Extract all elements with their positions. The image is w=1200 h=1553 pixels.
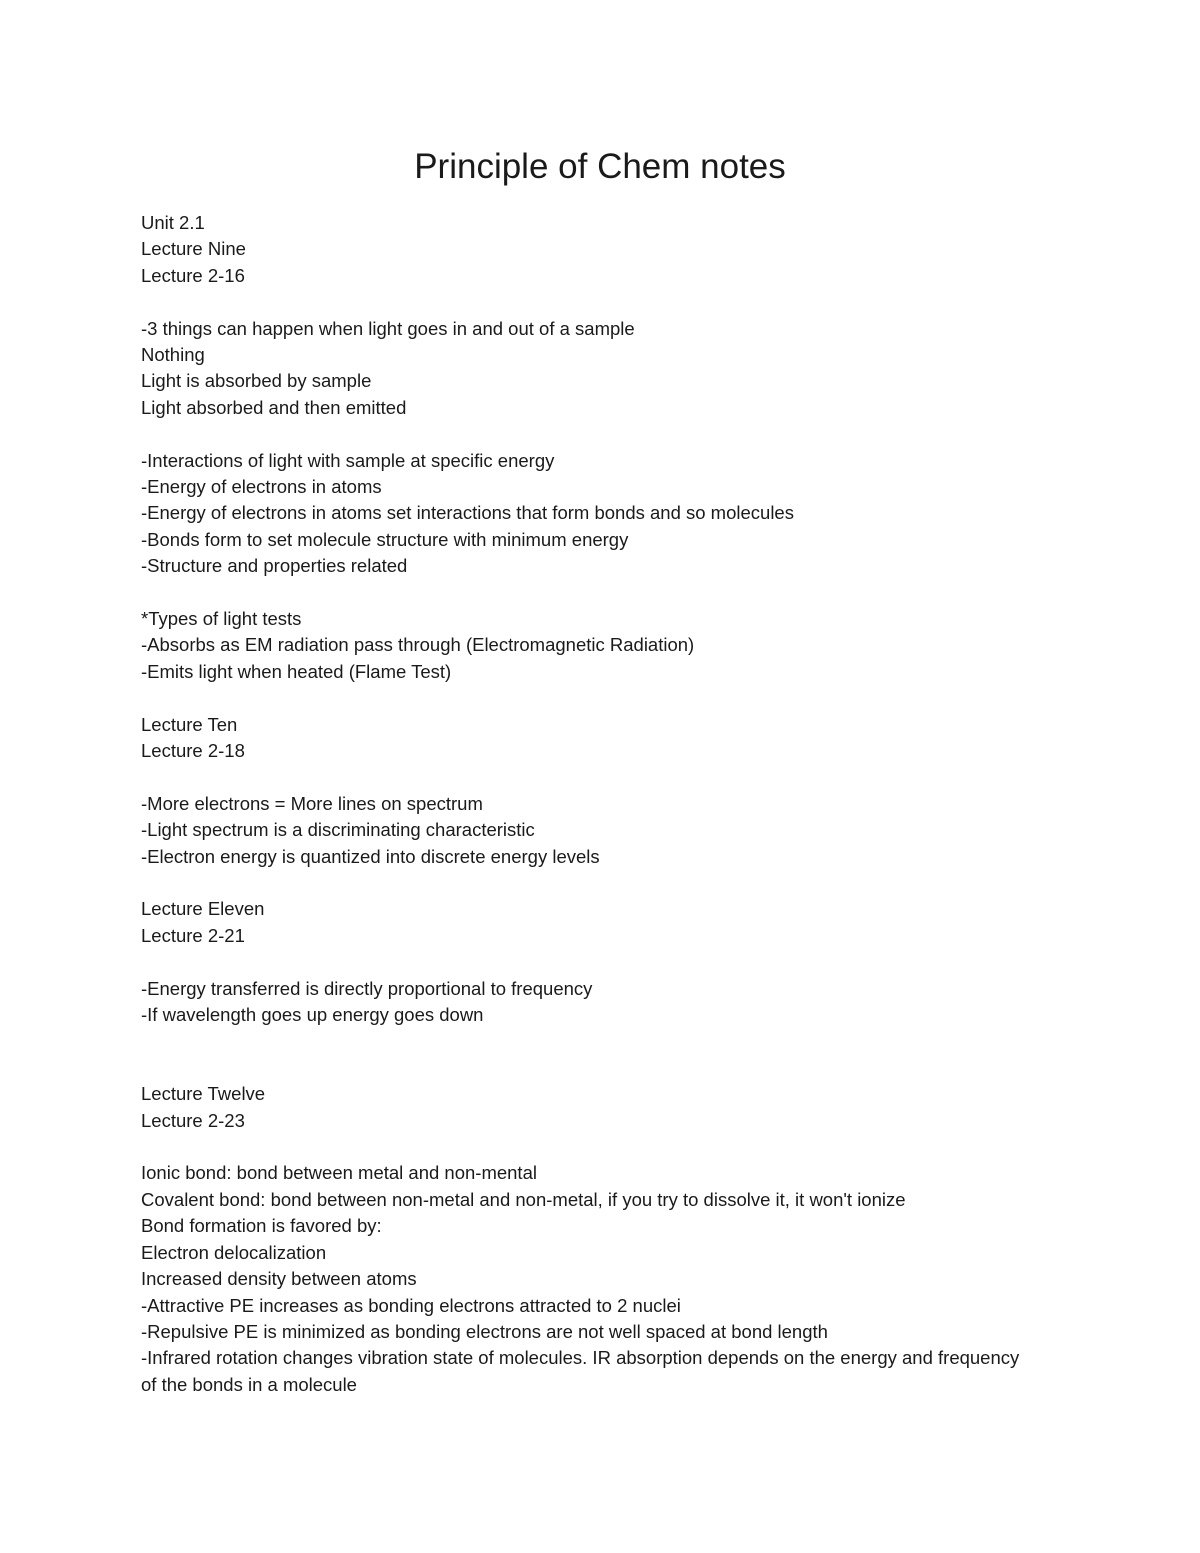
spacer [141,580,1021,606]
note-line: -More electrons = More lines on spectrum [141,792,483,814]
note-line: Light absorbed and then emitted [141,396,407,418]
lecture-date: Lecture 2-18 [141,740,245,762]
spacer [141,870,1021,896]
note-line: -If wavelength goes up energy goes down [141,1004,484,1026]
note-line: Bond formation is favored by: [141,1215,382,1237]
lecture-name: Lecture Ten [141,713,238,735]
note-line: -Bonds form to set molecule structure with minimum energy [141,528,629,550]
spacer [141,1028,1021,1081]
spacer [141,289,1021,315]
note-line: Increased density between atoms [141,1268,417,1290]
note-line: -Infrared rotation changes vibration state of molecules. IR absorption depends on the energy and frequency of the bonds in a molecule [141,1347,1020,1395]
lecture-name: Lecture Nine [141,238,246,260]
spacer [141,421,1021,447]
note-line: -Attractive PE increases as bonding electrons attracted to 2 nuclei [141,1294,681,1316]
note-line: Covalent bond: bond between non-metal and non-metal, if you try to dissolve it, it won't ionize [141,1188,906,1210]
note-line: -Energy transferred is directly proportional to frequency [141,977,593,999]
note-line: -Structure and properties related [141,555,408,577]
note-line: *Types of light tests [141,608,302,630]
note-line: -Absorbs as EM radiation pass through (Electromagnetic Radiation) [141,634,695,656]
lecture-name: Lecture Eleven [141,898,265,920]
note-line: -Repulsive PE is minimized as bonding electrons are not well spaced at bond length [141,1320,828,1342]
spacer [141,949,1021,975]
note-line: -Electron energy is quantized into discrete energy levels [141,845,600,867]
lecture-date: Lecture 2-21 [141,924,245,946]
spacer [141,764,1021,790]
document-title: Principle of Chem notes [414,147,786,186]
spacer [141,1134,1021,1160]
note-line: Light is absorbed by sample [141,370,372,392]
note-line: -Energy of electrons in atoms set interactions that form bonds and so molecules [141,502,794,524]
lecture-date: Lecture 2-23 [141,1109,245,1131]
note-line: -3 things can happen when light goes in and out of a sample [141,317,635,339]
unit-label: Unit 2.1 [141,212,205,233]
note-line: Nothing [141,344,205,366]
lecture-date: Lecture 2-16 [141,264,245,286]
note-line: -Energy of electrons in atoms [141,476,382,498]
lecture-name: Lecture Twelve [141,1083,266,1105]
note-line: -Emits light when heated (Flame Test) [141,660,452,682]
note-line: -Interactions of light with sample at specific energy [141,449,555,471]
note-line: -Light spectrum is a discriminating characteristic [141,819,535,841]
document-body [141,210,1021,1398]
note-line: Ionic bond: bond between metal and non-mental [141,1162,537,1184]
spacer [141,685,1021,711]
note-line: Electron delocalization [141,1241,327,1263]
